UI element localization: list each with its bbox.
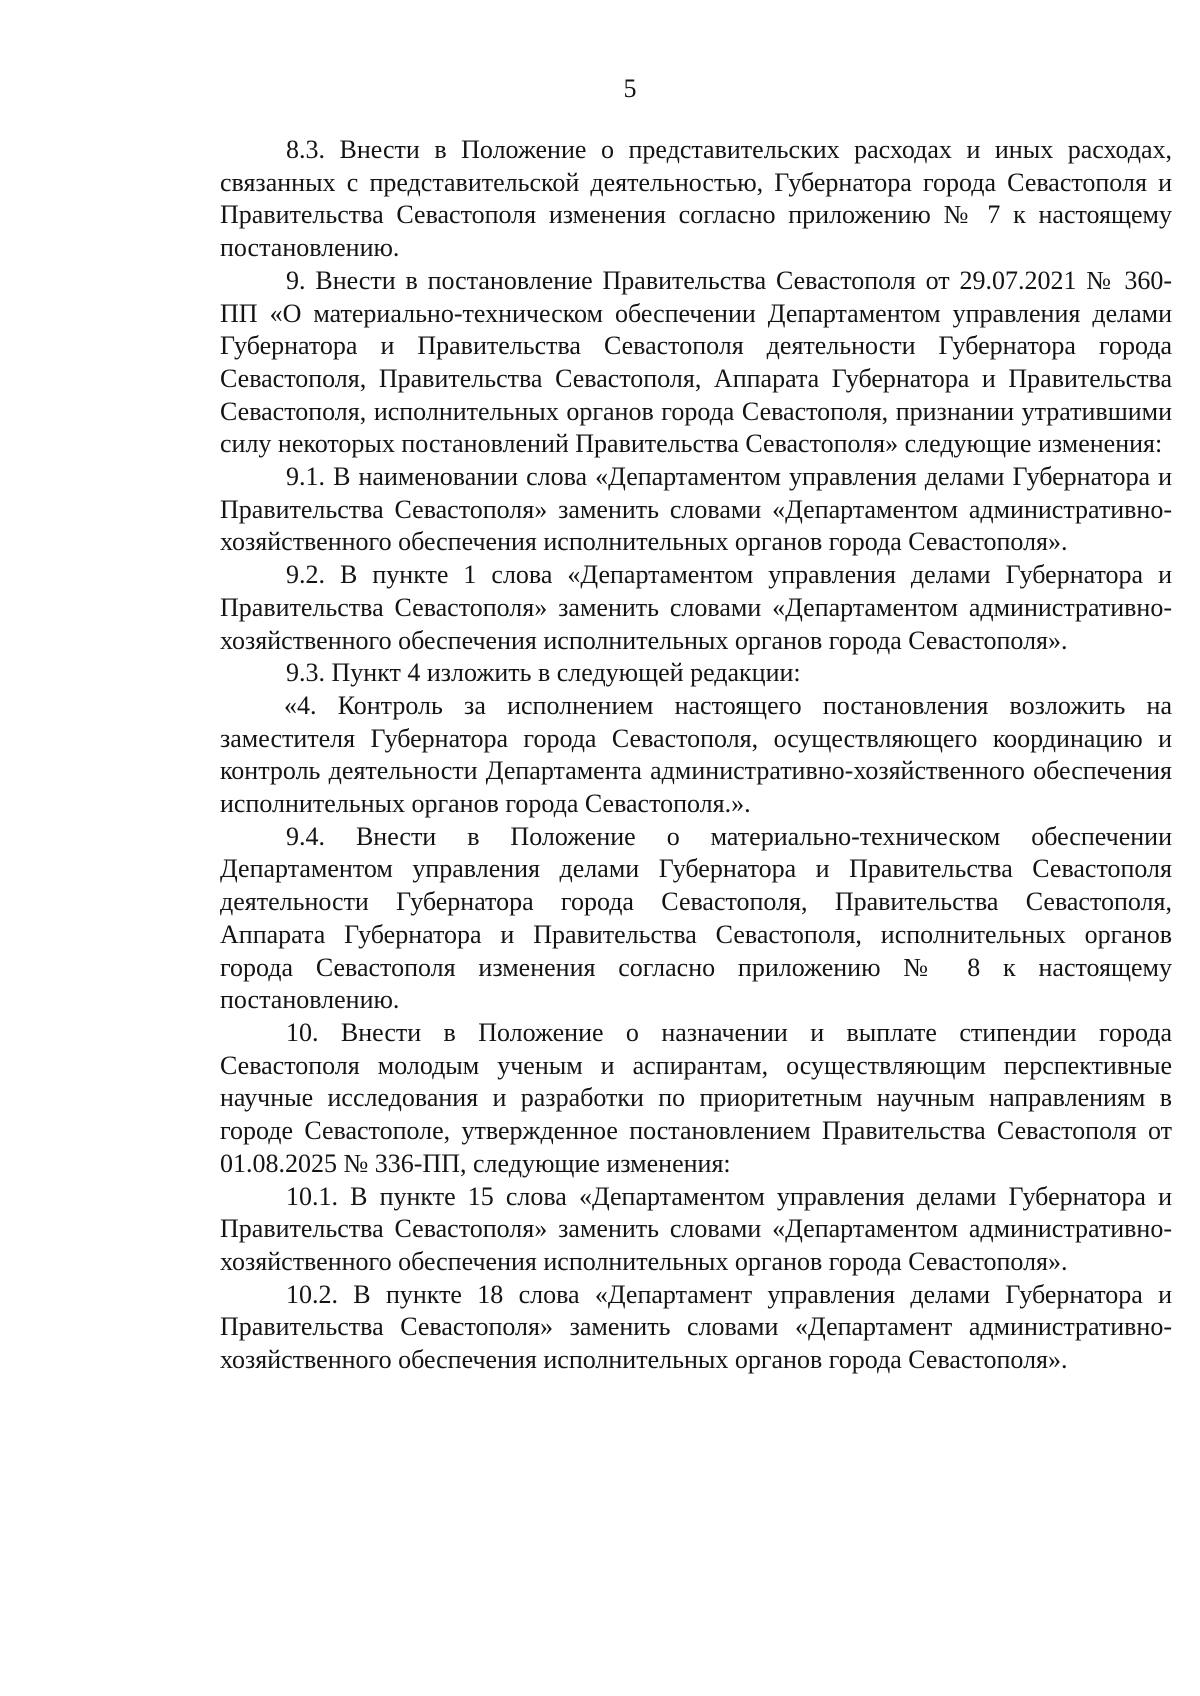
paragraph-9-2: 9.2. В пункте 1 слова «Департаментом управления делами Губернатора и Правительства Севастополя» заменить словами «Департаментом административно-хозяйственного обеспечения исполнительных органов города Севастополя». <box>220 560 1172 655</box>
paragraph-9-3-quote: «4. Контроль за исполнением настоящего постановления возложить на заместителя Губернатора города Севастополя, осуществляющего координацию и контроль деятельности Департамента административно-хозяйственного обеспечения исполнительных органов города Севастополя.». <box>220 690 1172 819</box>
paragraph-9-3: 9.3. Пункт 4 изложить в следующей редакции: <box>286 658 801 688</box>
paragraph-9: 9. Внести в постановление Правительства Севастополя от 29.07.2021 № 360-ПП «О материально-техническом обеспечении Департаментом управления делами Губернатора и Правительства Севастополя деятельности Губернатора города Севастополя, Правительства Севастополя, Аппарата Губернатора и Правительства Севастополя, исполнительных органов города Севастополя, признании утратившими силу некоторых постановлений Правительства Севастополя» следующие изменения: <box>220 265 1172 459</box>
paragraph-8-3: 8.3. Внести в Положение о представительских расходах и иных расходах, связанных с представительской деятельностью, Губернатора города Севастополя и Правительства Севастополя изменения согласно приложению № 7 к настоящему постановлению. <box>220 135 1172 263</box>
paragraph-9-1: 9.1. В наименовании слова «Департаментом управления делами Губернатора и Правительства Севастополя» заменить словами «Департаментом административно-хозяйственного обеспечения исполнительных органов города Севастополя». <box>220 462 1172 557</box>
page-number: 5 <box>623 74 637 103</box>
paragraph-10-2: 10.2. В пункте 18 слова «Департамент управления делами Губернатора и Правительства Севастополя» заменить словами «Департамент административно-хозяйственного обеспечения исполнительных органов города Севастополя». <box>220 1279 1172 1375</box>
paragraph-9-4: 9.4. Внести в Положение о материально-техническом обеспечении Департаментом управления делами Губернатора и Правительства Севастополя деятельности Губернатора города Севастополя, Правительства Севастополя, Аппарата Губернатора и Правительства Севастополя, исполнительных органов города Севастополя изменения согласно приложению № 8 к настоящему постановлению. <box>220 821 1172 1015</box>
paragraph-10: 10. Внести в Положение о назначении и выплате стипендии города Севастополя молодым ученым и аспирантам, осуществляющим перспективные научные исследования и разработки по приоритетным научным направлениям в городе Севастополе, утвержденное постановлением Правительства Севастополя от 01.08.2025 № 336-ПП, следующие изменения: <box>220 1017 1172 1178</box>
paragraph-10-1: 10.1. В пункте 15 слова «Департаментом управления делами Губернатора и Правительства Севастополя» заменить словами «Департаментом административно-хозяйственного обеспечения исполнительных органов города Севастополя». <box>220 1181 1172 1276</box>
document-body <box>220 134 1172 1377</box>
